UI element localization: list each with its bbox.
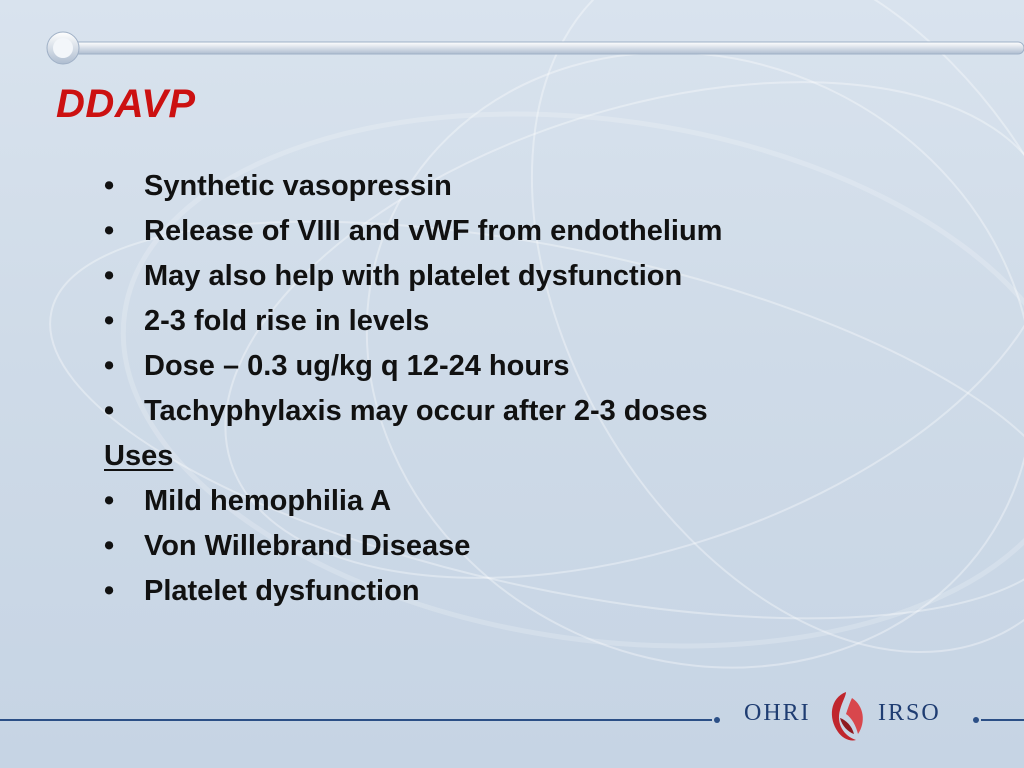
- bullet-marker: •: [104, 215, 115, 247]
- bullet-marker: •: [104, 485, 115, 517]
- bullet-marker: •: [104, 260, 115, 292]
- list-item-text: Mild hemophilia A: [144, 485, 392, 517]
- slide-body: [104, 164, 984, 614]
- bullet-marker: •: [104, 530, 115, 562]
- list-item: [104, 209, 984, 254]
- bullet-marker: •: [104, 395, 115, 427]
- list-item-text: Release of VIII and vWF from endothelium: [144, 215, 723, 247]
- list-item-text: Tachyphylaxis may occur after 2-3 doses: [144, 395, 708, 427]
- list-item: [104, 479, 984, 524]
- list-item: [104, 254, 984, 299]
- bullet-marker: •: [104, 575, 115, 607]
- list-item: [104, 299, 984, 344]
- list-item-text: Platelet dysfunction: [144, 575, 420, 607]
- bullet-marker: •: [104, 170, 115, 202]
- list-item: [104, 389, 984, 434]
- uses-heading: Uses: [104, 440, 174, 472]
- list-item-text: 2-3 fold rise in levels: [144, 305, 430, 337]
- bullet-marker: •: [104, 305, 115, 337]
- logo-text-ohri: OHRI: [744, 700, 811, 726]
- list-item: [104, 344, 984, 389]
- list-item-text: Synthetic vasopressin: [144, 170, 452, 202]
- list-item-text: May also help with platelet dysfunction: [144, 260, 683, 292]
- slide-title: DDAVP: [56, 82, 196, 126]
- list-item: [104, 569, 984, 614]
- bullet-marker: •: [104, 350, 115, 382]
- top-decorative-rule: [44, 30, 1024, 68]
- ohri-swirl-logo-icon: [822, 688, 870, 746]
- list-item: [104, 164, 984, 209]
- ohri-irso-logo: [740, 688, 972, 746]
- logo-text-irso: IRSO: [878, 700, 941, 726]
- list-item-text: Von Willebrand Disease: [144, 530, 471, 562]
- list-item-text: Dose – 0.3 ug/kg q 12-24 hours: [144, 350, 570, 382]
- list-item: [104, 524, 984, 569]
- section-heading-line: [104, 434, 984, 479]
